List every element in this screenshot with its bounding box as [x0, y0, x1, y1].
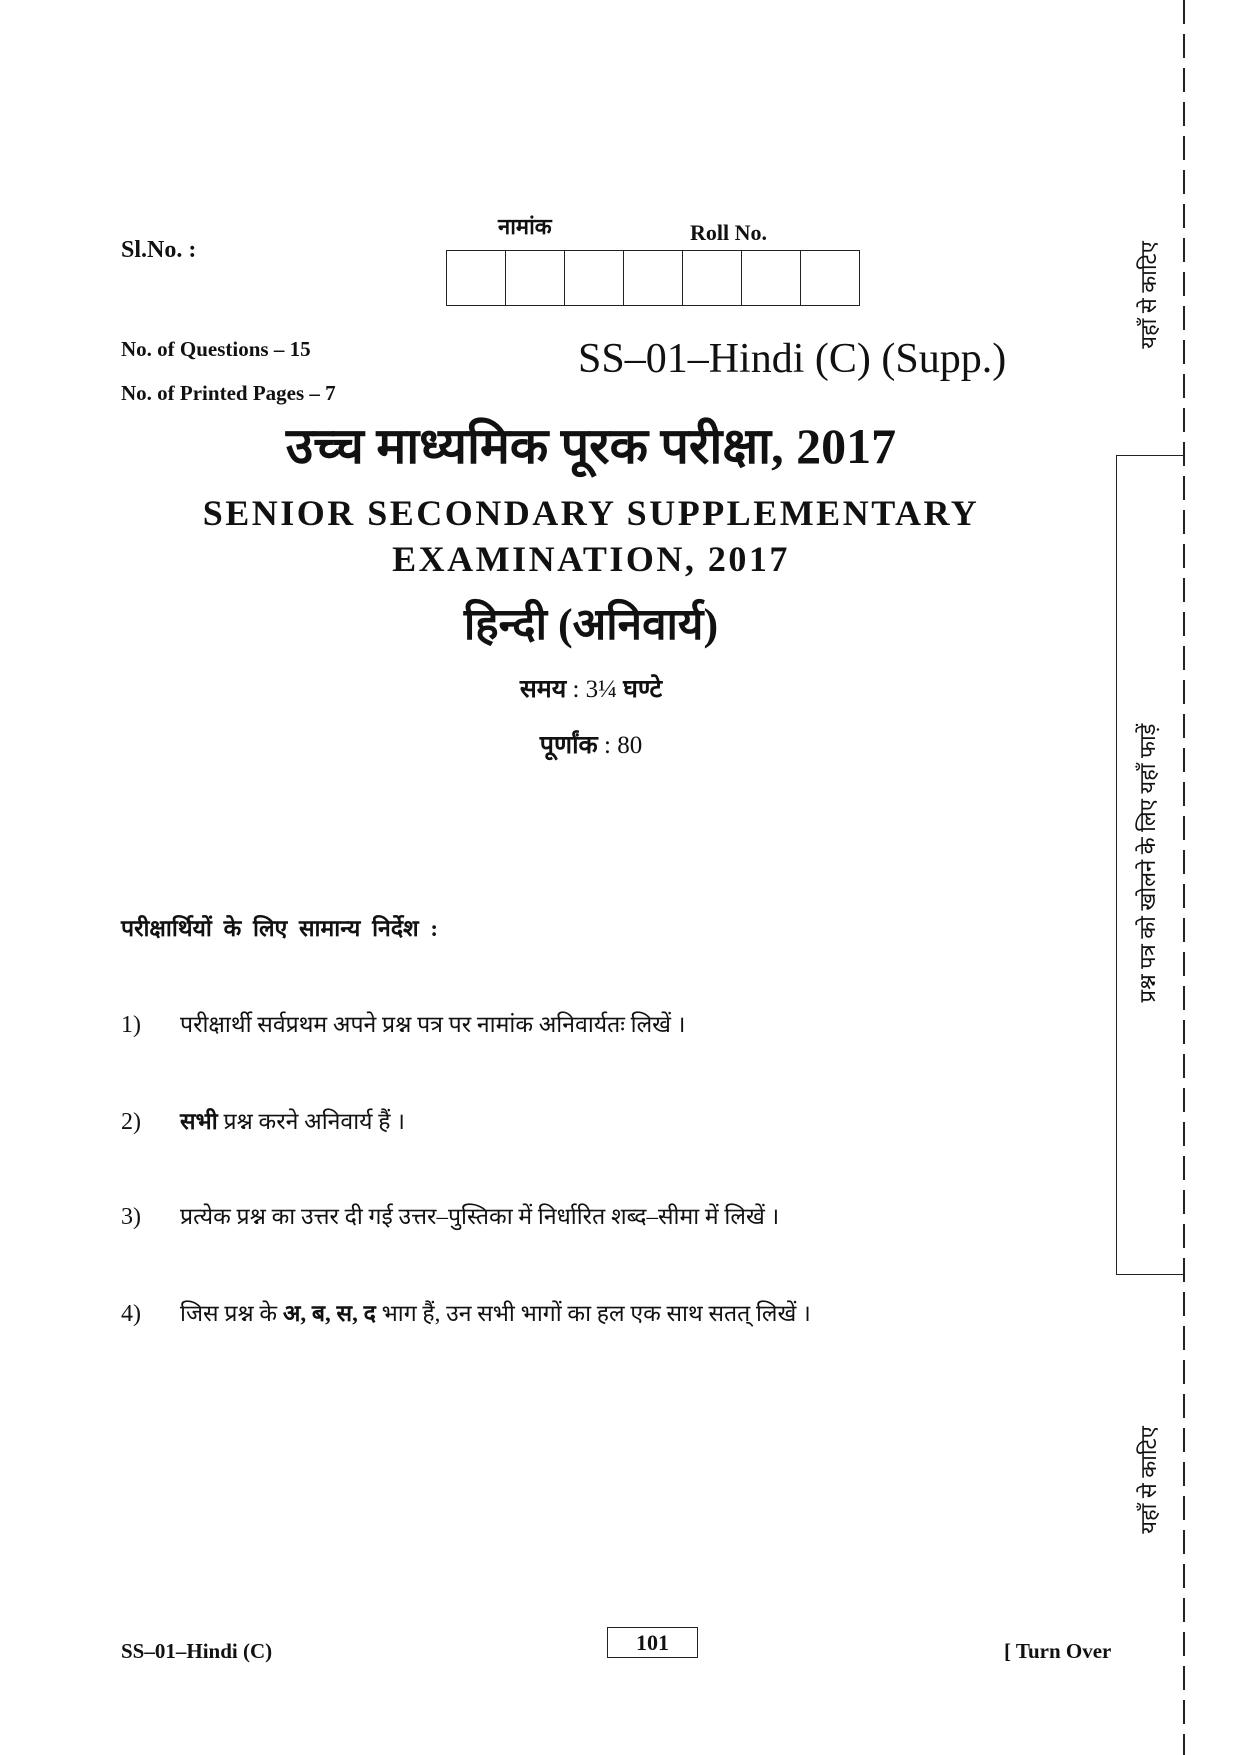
instructions-heading: परीक्षार्थियों के लिए सामान्य निर्देश : [121, 916, 439, 941]
tear-here-label: प्रश्न पत्र को खोलने के लिए यहाँ फाड़ें [1135, 723, 1160, 1003]
instruction-segment: जिस प्रश्न के [180, 1301, 283, 1326]
marks-label: पूर्णांक [539, 732, 598, 759]
roll-number-box [801, 251, 859, 305]
time-number: 3¼ [585, 676, 617, 703]
instruction-number: 3) [121, 1204, 141, 1230]
marks-separator: : [597, 732, 618, 759]
roll-number-box [506, 251, 565, 305]
maximum-marks [121, 730, 1061, 762]
instruction-text [180, 1010, 685, 1040]
instruction-number: 4) [121, 1301, 141, 1327]
subject-title: हिन्दी (अनिवार्य) [463, 600, 719, 649]
turn-over-label: [ Turn Over [1004, 1639, 1112, 1663]
roll-number-box [447, 251, 506, 305]
instruction-text [180, 1202, 779, 1232]
roll-number-boxes [446, 250, 860, 306]
instruction-text [180, 1299, 811, 1329]
time-unit: घण्टे [616, 676, 663, 703]
exam-title-hindi: उच्च माध्यमिक पूरक परीक्षा, 2017 [285, 418, 897, 474]
instruction-text [180, 1107, 405, 1137]
instruction-emphasis: सभी [180, 1109, 218, 1134]
page-code-box: 101 [607, 1627, 698, 1658]
time-label: समय [519, 676, 567, 703]
instruction-number: 2) [121, 1109, 141, 1135]
cut-here-label-bottom: यहाँ से काटिए [1136, 1426, 1161, 1534]
serial-number-label: Sl.No. : [121, 237, 197, 263]
marks-value: 80 [617, 732, 643, 759]
number-of-questions: No. of Questions – 15 [121, 337, 311, 361]
number-of-printed-pages: No. of Printed Pages – 7 [121, 381, 336, 405]
roll-number-box [624, 251, 683, 305]
roll-number-box [683, 251, 742, 305]
instruction-segment: प्रत्येक प्रश्न का उत्तर दी गई उत्तर–पुस्तिका में निर्धारित शब्द–सीमा में लिखें । [180, 1204, 780, 1229]
roll-number-box [565, 251, 624, 305]
exam-title-english-line2: EXAMINATION, 2017 [392, 539, 790, 579]
cut-here-label-top: यहाँ से काटिए [1136, 241, 1161, 349]
roll-number-label-english: Roll No. [690, 220, 767, 245]
instruction-segment: प्रश्न करने अनिवार्य हैं । [217, 1109, 405, 1134]
roll-number-box [742, 251, 801, 305]
exam-title-english-line1: SENIOR SECONDARY SUPPLEMENTARY [202, 493, 980, 533]
instruction-segment: भाग हैं, उन सभी भागों का हल एक साथ सतत् लिखें । [375, 1301, 811, 1326]
paper-code: SS–01–Hindi (C) (Supp.) [578, 336, 1007, 382]
time-allowed [121, 674, 1061, 706]
roll-number-label-hindi: नामांक [498, 214, 552, 239]
instruction-number: 1) [121, 1012, 141, 1038]
instruction-emphasis: अ, ब, स, द [282, 1301, 376, 1326]
time-separator: : [566, 676, 586, 703]
instruction-segment: परीक्षार्थी सर्वप्रथम अपने प्रश्न पत्र पर नामांक अनिवार्यतः लिखें । [180, 1012, 686, 1037]
footer-paper-code: SS–01–Hindi (C) [121, 1639, 273, 1663]
